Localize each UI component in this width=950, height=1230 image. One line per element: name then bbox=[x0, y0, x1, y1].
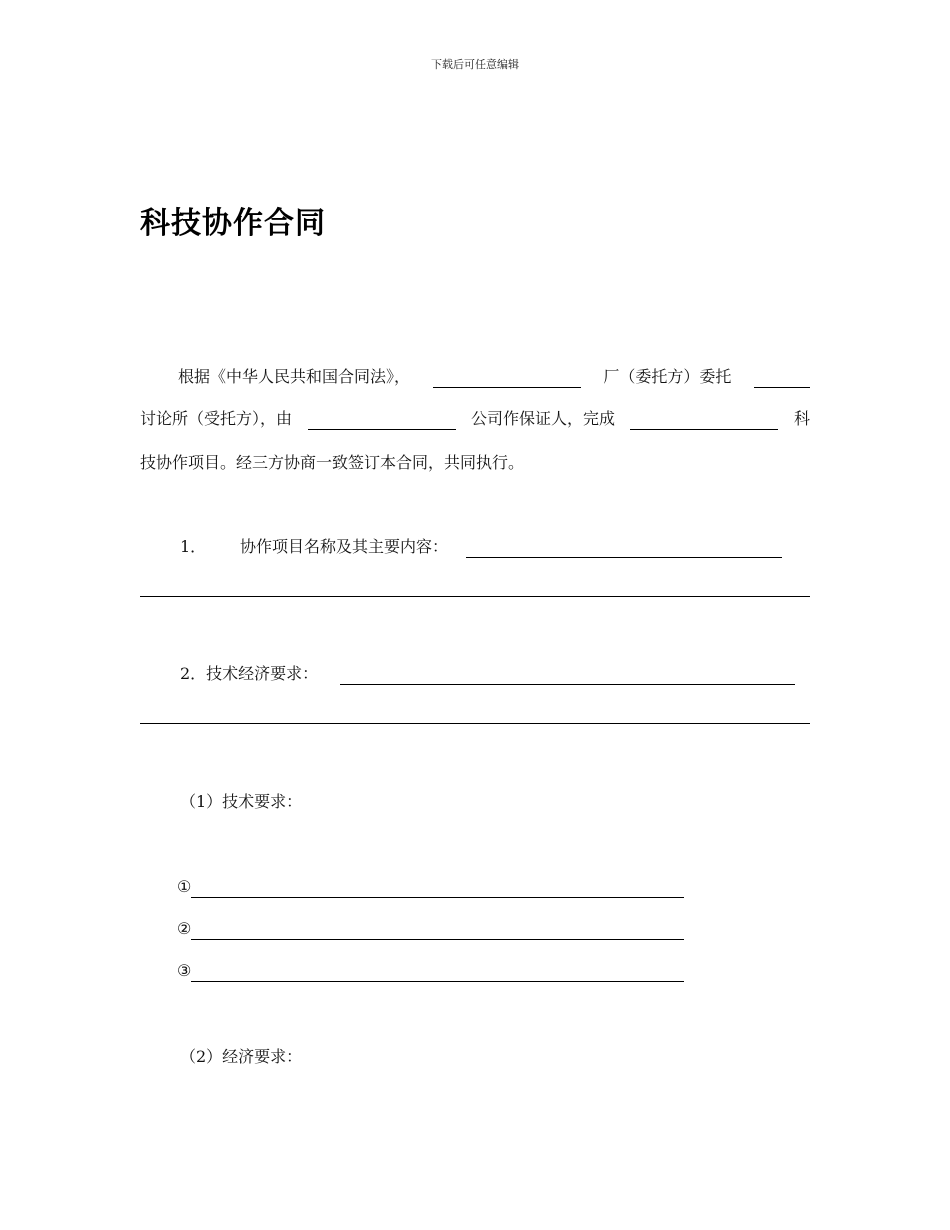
intro-text-2a: 讨论所（受托方），由 bbox=[140, 409, 293, 428]
intro-text-1a: 根据《中华人民共和国合同法》， bbox=[178, 367, 411, 386]
section-1-number: 1． bbox=[180, 537, 207, 556]
tech-econ-requirements-blank[interactable] bbox=[340, 669, 795, 685]
intro-text-1b: 厂（委托方）委托 bbox=[603, 367, 732, 386]
technical-requirement-2-blank[interactable] bbox=[191, 924, 684, 940]
section-2-label: 2．技术经济要求： bbox=[180, 664, 319, 683]
header-note: 下载后可任意编辑 bbox=[431, 58, 519, 71]
intro-line-2 bbox=[140, 408, 810, 430]
intro-text-2c: 科 bbox=[793, 409, 810, 428]
section-1-label: 协作项目名称及其主要内容： bbox=[240, 537, 449, 556]
item-marker-1: ① bbox=[177, 877, 192, 896]
guarantor-company-blank[interactable] bbox=[308, 414, 456, 430]
technical-requirement-3-blank[interactable] bbox=[191, 966, 684, 982]
economic-requirements-heading: （2）经济要求： bbox=[180, 1047, 303, 1066]
intro-line-3: 技协作项目。经三方协商一致签订本合同，共同执行。 bbox=[140, 453, 525, 472]
technical-requirement-item-2 bbox=[177, 918, 684, 940]
section-2 bbox=[180, 663, 810, 685]
project-content-rule[interactable] bbox=[140, 596, 810, 597]
institute-name-blank[interactable] bbox=[754, 372, 810, 388]
project-name-blank[interactable] bbox=[630, 414, 778, 430]
project-content-blank[interactable] bbox=[466, 542, 782, 558]
document-title: 科技协作合同 bbox=[140, 206, 326, 241]
item-marker-2: ② bbox=[177, 919, 192, 938]
intro-line-1 bbox=[140, 366, 810, 388]
item-marker-3: ③ bbox=[177, 961, 192, 980]
technical-requirement-item-3 bbox=[177, 960, 684, 982]
technical-requirements-heading: （1）技术要求： bbox=[180, 792, 303, 811]
section-1 bbox=[180, 536, 806, 558]
technical-requirement-1-blank[interactable] bbox=[191, 882, 684, 898]
factory-name-blank[interactable] bbox=[433, 372, 581, 388]
tech-econ-requirements-rule[interactable] bbox=[140, 723, 810, 724]
technical-requirement-item-1 bbox=[177, 876, 684, 898]
intro-text-2b: 公司作保证人，完成 bbox=[470, 409, 615, 428]
